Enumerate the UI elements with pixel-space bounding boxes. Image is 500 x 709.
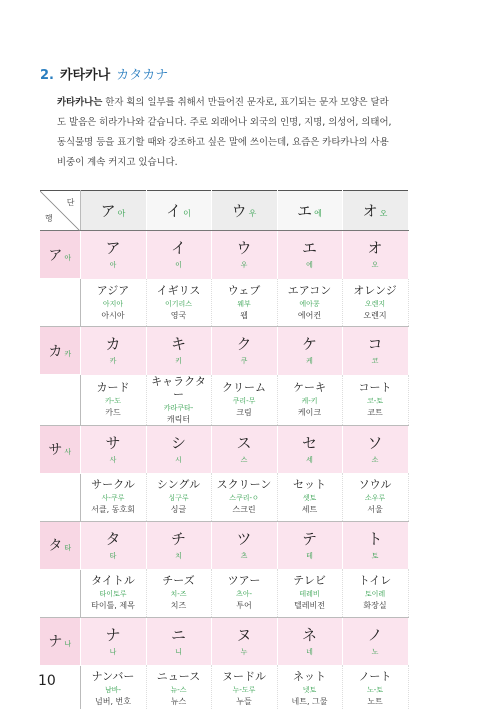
table-corner-cell: [40, 191, 80, 231]
kana-char: ツ: [236, 529, 252, 548]
kana-cell: [277, 521, 342, 569]
example-word-meaning: 에어컨: [297, 310, 322, 320]
kana-reading: 츠: [240, 551, 248, 560]
kana-reading: 소: [371, 455, 379, 464]
example-word-reading: 이기리스: [164, 299, 193, 308]
column-header-reading: 아: [117, 209, 126, 218]
kana-char: ウ: [236, 239, 252, 258]
example-word: シングル: [156, 478, 201, 492]
kana-cell: [211, 425, 277, 473]
column-header-reading: 이: [183, 209, 191, 218]
column-header-kana: オ: [362, 202, 378, 220]
example-word: サークル: [91, 478, 135, 492]
kana-cell: [80, 327, 146, 375]
word-cell: [277, 665, 342, 709]
section-heading: [40, 64, 168, 83]
kana-cell: [80, 231, 146, 279]
example-word-reading: 카-도: [104, 397, 122, 405]
example-word: ソウル: [358, 478, 392, 492]
kana-char: シ: [170, 433, 186, 452]
kana-reading: 나: [109, 647, 117, 656]
kana-cell: [211, 521, 277, 569]
example-word-meaning: 캐릭터: [166, 414, 191, 424]
example-word-reading: 코-토: [366, 397, 384, 405]
example-word-meaning: 영국: [170, 310, 187, 320]
intro-paragraph: [57, 93, 427, 173]
example-word-meaning: 웹: [240, 310, 248, 320]
column-header-reading: 에: [314, 209, 322, 218]
kana-char: ノ: [367, 625, 383, 644]
row-header-kana: ナ: [48, 634, 63, 650]
example-word-meaning: 뉴스: [170, 697, 187, 707]
example-word: ナンバー: [91, 670, 135, 684]
kana-reading: 사: [109, 455, 117, 464]
kana-char: ケ: [301, 335, 317, 354]
kana-char: セ: [301, 433, 317, 452]
example-word-reading: 쿠리-무: [232, 397, 256, 405]
word-cell: [211, 279, 277, 327]
example-word-meaning: 치즈: [170, 601, 187, 611]
example-word-reading: 누-도루: [232, 686, 256, 695]
example-word-meaning: 텔레비전: [294, 601, 325, 611]
kana-char: ク: [236, 335, 252, 354]
kana-reading: 세: [306, 455, 313, 464]
kana-char: イ: [170, 239, 186, 258]
word-cell: [211, 569, 277, 617]
example-word: タイトル: [91, 574, 135, 588]
kana-reading: 타: [109, 551, 117, 560]
word-row: [40, 569, 408, 617]
column-header-kana: ウ: [231, 202, 247, 220]
word-cell: [342, 473, 408, 521]
intro-line: 한자 획의 일부를 취해서 만들어진 문자로, 표기되는 문자 모양은 달라: [102, 97, 389, 108]
row-header-reading: 사: [64, 448, 72, 456]
example-word-reading: 에아콩: [299, 299, 320, 308]
word-cell: [342, 279, 408, 327]
row-header: [40, 617, 80, 665]
example-word-meaning: 누들: [236, 697, 252, 707]
column-header: [80, 191, 146, 231]
kana-char: コ: [367, 335, 383, 354]
kana-char: ヌ: [236, 625, 252, 644]
example-word-reading: 사-쿠루: [101, 494, 125, 503]
kana-cell: [146, 425, 211, 473]
kana-reading: 아: [109, 261, 117, 270]
kana-cell: [146, 521, 211, 569]
kana-char: チ: [170, 529, 186, 548]
example-word: キャラクター: [151, 374, 206, 401]
word-cell: [342, 569, 408, 617]
example-word-reading: 치-즈: [170, 590, 187, 599]
example-word-reading: 테레비: [299, 590, 320, 599]
kana-char: オ: [367, 239, 383, 258]
word-cell: [146, 279, 211, 327]
example-word-meaning: 노트: [367, 697, 383, 707]
kana-char: ス: [236, 433, 252, 452]
word-cell: [211, 375, 277, 426]
section-title: 카타카나: [59, 68, 111, 83]
kana-char: ソ: [367, 433, 383, 452]
kana-reading: 누: [240, 647, 248, 656]
kana-char: ナ: [105, 625, 121, 644]
example-word-reading: 뉴-스: [170, 686, 187, 695]
example-word-reading: 타이토루: [99, 590, 127, 599]
word-cell: [146, 473, 211, 521]
example-word-meaning: 화장실: [363, 601, 387, 611]
row-header-reading: 타: [64, 544, 72, 552]
example-word-reading: 츠아-: [235, 590, 253, 599]
example-word: オレンジ: [353, 283, 397, 297]
kana-reading: 니: [175, 647, 182, 656]
example-word-meaning: 코트: [367, 408, 383, 417]
kana-reading: 이: [175, 261, 182, 270]
example-word-meaning: 투어: [236, 601, 252, 611]
row-header: [40, 231, 80, 279]
example-word: ウェブ: [227, 283, 261, 297]
word-cell: [80, 279, 146, 327]
kana-char: ニ: [170, 625, 186, 644]
word-cell: [277, 375, 342, 426]
row-header-kana: カ: [48, 343, 63, 360]
kana-cell: [277, 425, 342, 473]
example-word: チーズ: [162, 574, 195, 588]
kana-cell: [342, 231, 408, 279]
word-cell: [211, 665, 277, 709]
kana-cell: [211, 231, 277, 279]
kana-reading: 시: [175, 455, 182, 464]
row-header-kana: ア: [48, 247, 63, 264]
example-word-reading: 아지아: [102, 299, 124, 308]
column-header: [211, 191, 277, 231]
example-word: ヌードル: [222, 670, 266, 684]
intro-line: 도 발음은 히라가나와 같습니다. 주로 외래어나 외국의 인명, 지명, 의성어, 의태어,: [57, 117, 392, 128]
kana-reading: 오: [371, 261, 379, 270]
intro-term: 카타카나는: [57, 97, 103, 108]
example-word-meaning: 스크린: [232, 505, 256, 515]
column-header-kana: エ: [297, 202, 313, 220]
example-word-reading: 토이레: [364, 590, 386, 599]
word-cell: [342, 665, 408, 709]
word-cell: [80, 665, 146, 709]
example-word-reading: 소우루: [364, 494, 386, 503]
example-word: アジア: [96, 283, 130, 297]
example-word-reading: 캬라쿠타-: [163, 403, 194, 412]
kana-row: [40, 521, 408, 569]
example-word-meaning: 세트: [301, 505, 318, 515]
example-word-meaning: 서울: [367, 505, 383, 515]
kana-cell: [80, 425, 146, 473]
row-header-kana: サ: [48, 442, 63, 458]
example-word-reading: 넷토: [302, 686, 317, 695]
kana-cell: [80, 521, 146, 569]
column-header-reading: 오: [379, 209, 388, 218]
example-word: クリーム: [222, 381, 266, 394]
kana-reading: 카: [109, 357, 117, 366]
kana-cell: [211, 327, 277, 375]
intro-line: 비중이 계속 커지고 있습니다.: [57, 157, 178, 168]
column-header: [342, 191, 408, 231]
example-word: コート: [358, 381, 392, 394]
column-header-kana: ア: [100, 202, 116, 220]
example-word-meaning: 오렌지: [363, 310, 387, 320]
kana-cell: [277, 617, 342, 665]
kana-cell: [342, 521, 408, 569]
kana-char: キ: [170, 335, 186, 354]
kana-reading: 테: [306, 551, 313, 560]
kana-cell: [146, 231, 211, 279]
section-number: 2.: [40, 68, 54, 83]
kana-reading: 코: [371, 357, 379, 366]
example-word-meaning: 타이틀, 제목: [91, 601, 135, 611]
example-word-reading: 스쿠리-ㅇ: [229, 494, 259, 503]
kana-reading: 키: [175, 357, 182, 366]
example-word-meaning: 케이크: [297, 408, 322, 417]
kana-cell: [277, 327, 342, 375]
kana-reading: 에: [306, 261, 313, 270]
word-row: [40, 279, 408, 327]
kana-reading: 치: [175, 551, 182, 560]
example-word-reading: 케-키: [301, 397, 318, 405]
kana-reading: 네: [306, 647, 313, 656]
row-header-kana: タ: [48, 538, 63, 554]
kana-row: [40, 617, 408, 665]
kana-cell: [342, 617, 408, 665]
row-header-spacer: [40, 569, 80, 617]
word-cell: [277, 473, 342, 521]
kana-cell: [146, 617, 211, 665]
kana-cell: [211, 617, 277, 665]
kana-cell: [342, 425, 408, 473]
word-cell: [80, 569, 146, 617]
example-word: テレビ: [293, 574, 326, 588]
example-word-reading: 오렌지: [364, 299, 386, 308]
example-word: ツアー: [227, 574, 261, 588]
example-word: エアコン: [287, 283, 332, 297]
row-header-spacer: [40, 375, 80, 426]
kana-char: エ: [301, 239, 317, 258]
kana-cell: [277, 231, 342, 279]
word-cell: [277, 279, 342, 327]
example-word: イギリス: [156, 283, 201, 297]
example-word: ノート: [358, 670, 392, 684]
kana-reading: 토: [371, 551, 379, 560]
example-word: ネット: [293, 670, 326, 684]
kana-reading: 노: [371, 647, 379, 656]
table-body: [40, 231, 408, 709]
example-word-meaning: 크림: [236, 408, 252, 417]
kana-reading: 우: [240, 261, 248, 270]
example-word-meaning: 카드: [105, 408, 121, 417]
example-word: トイレ: [358, 574, 392, 588]
page-number: 10: [38, 673, 56, 689]
kana-row: [40, 425, 408, 473]
row-header: [40, 327, 80, 375]
word-row: [40, 665, 408, 709]
kana-row: [40, 327, 408, 375]
kana-reading: 스: [240, 455, 248, 464]
kana-cell: [146, 327, 211, 375]
example-word: スクリーン: [216, 478, 272, 492]
example-word-reading: 셋토: [302, 494, 317, 503]
katakana-table-wrapper: [40, 190, 408, 709]
column-header: [277, 191, 342, 231]
example-word: セット: [293, 478, 326, 492]
row-header: [40, 425, 80, 473]
kana-char: サ: [105, 433, 121, 452]
word-cell: [146, 665, 211, 709]
example-word: ケーキ: [293, 381, 326, 394]
row-header-spacer: [40, 279, 80, 327]
column-header-kana: イ: [166, 202, 182, 220]
kana-char: タ: [105, 529, 121, 548]
word-cell: [211, 473, 277, 521]
example-word-reading: 싱구루: [168, 494, 189, 503]
kana-cell: [80, 617, 146, 665]
word-cell: [277, 569, 342, 617]
kana-char: ネ: [301, 625, 317, 644]
intro-line: 동식물명 등을 표기할 때와 강조하고 싶은 말에 쓰이는데, 요즘은 카타카나의 사용: [57, 137, 389, 148]
example-word-reading: 노-토: [366, 686, 384, 695]
row-header-reading: 아: [64, 253, 72, 262]
word-row: [40, 473, 408, 521]
corner-haeng-label: 행: [45, 214, 53, 223]
kana-char: ト: [367, 529, 383, 548]
word-cell: [80, 375, 146, 426]
kana-row: [40, 231, 408, 279]
column-header-row: [40, 191, 408, 231]
word-cell: [342, 375, 408, 426]
word-cell: [80, 473, 146, 521]
kana-char: ア: [105, 239, 121, 258]
row-header-spacer: [40, 473, 80, 521]
word-row: [40, 375, 408, 426]
word-cell: [146, 569, 211, 617]
row-header: [40, 521, 80, 569]
corner-dan-label: 단: [66, 198, 75, 207]
example-word-meaning: 네트, 그물: [291, 697, 328, 707]
row-header-reading: 카: [64, 349, 72, 358]
example-word: ニュース: [156, 670, 201, 684]
example-word-meaning: 아시아: [101, 310, 125, 320]
section-title-kana: カタカナ: [116, 68, 169, 83]
column-header-reading: 우: [248, 209, 257, 218]
example-word-meaning: 싱글: [170, 505, 187, 515]
katakana-table: [40, 190, 409, 709]
kana-char: カ: [105, 335, 121, 354]
example-word-meaning: 서클, 동호회: [91, 505, 135, 515]
kana-cell: [342, 327, 408, 375]
row-header-reading: 나: [64, 640, 72, 648]
example-word-reading: 웨부: [237, 299, 251, 308]
example-word-meaning: 넘버, 번호: [95, 697, 131, 707]
example-word: カード: [96, 381, 130, 394]
kana-reading: 쿠: [240, 357, 248, 366]
example-word-reading: 남바-: [104, 686, 122, 695]
kana-char: テ: [301, 529, 317, 548]
word-cell: [146, 375, 211, 426]
kana-reading: 케: [306, 357, 313, 366]
column-header: [146, 191, 211, 231]
